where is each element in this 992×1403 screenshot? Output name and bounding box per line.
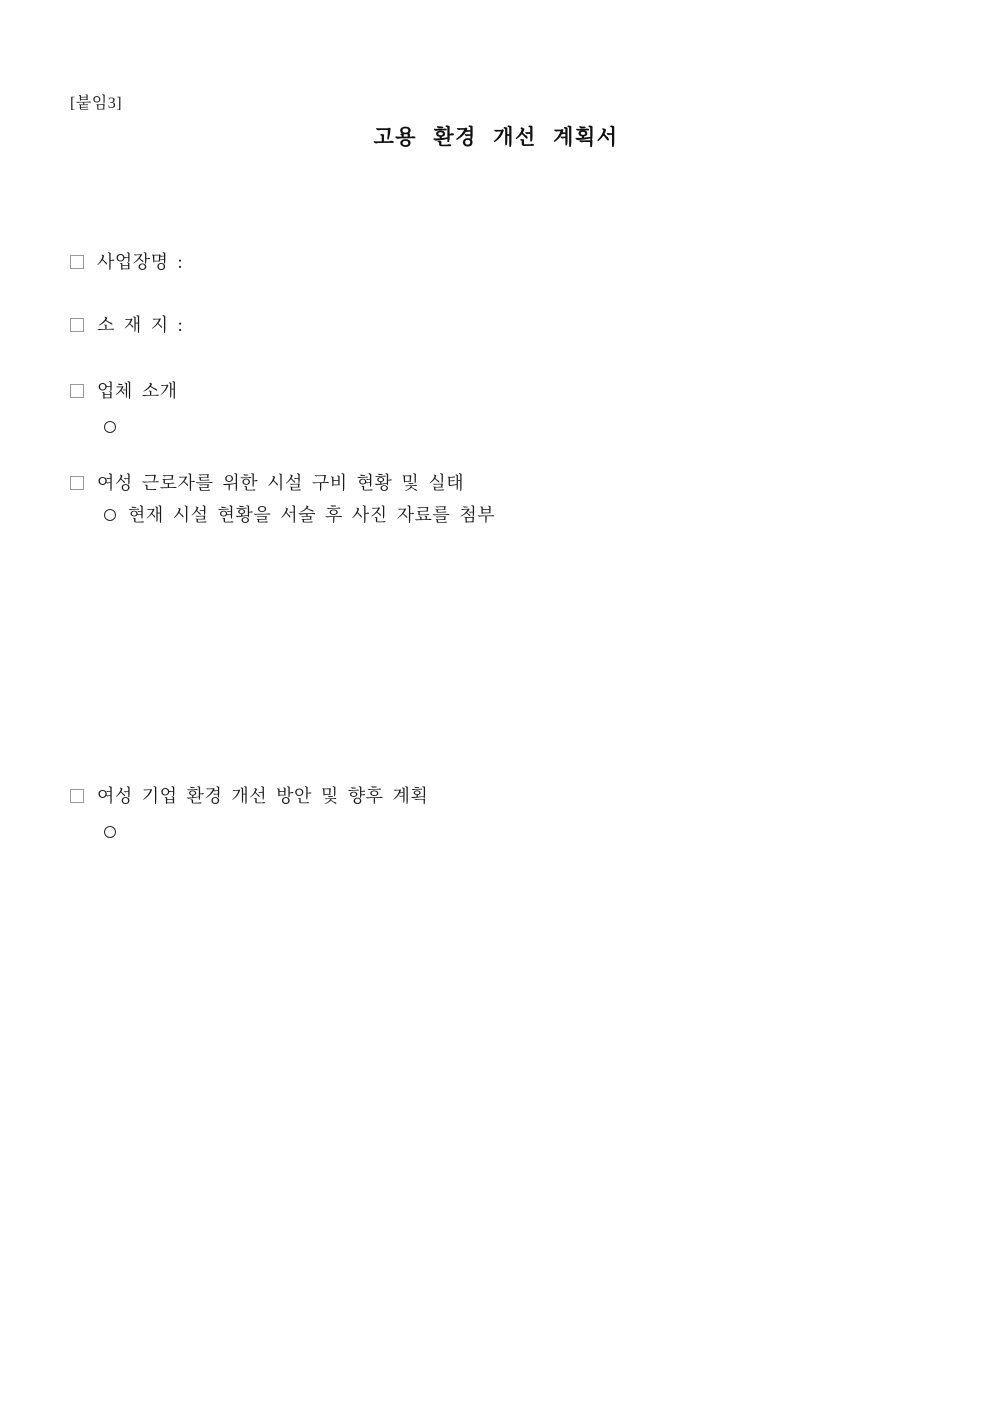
list-item-location xyxy=(70,313,183,337)
attachment-label: [붙임3] xyxy=(70,95,123,112)
checkbox-icon xyxy=(70,384,84,398)
item-label: 사업장명 : xyxy=(97,252,184,272)
checkbox-icon xyxy=(70,318,84,332)
sub-item-label: 현재 시설 현황을 서술 후 사진 자료를 첨부 xyxy=(128,505,496,525)
sub-item xyxy=(104,820,128,838)
list-item-facility-status xyxy=(70,471,464,495)
sub-item xyxy=(104,415,128,433)
circle-bullet-icon xyxy=(104,509,116,521)
checkbox-icon xyxy=(70,255,84,269)
item-label: 업체 소개 xyxy=(97,381,178,401)
circle-bullet-icon xyxy=(104,826,116,838)
page-title: 고용 환경 개선 계획서 xyxy=(373,126,619,149)
item-label: 소 재 지 : xyxy=(97,315,184,335)
list-item-company-intro xyxy=(70,379,178,403)
list-item-improvement-plan xyxy=(70,784,428,808)
item-label: 여성 기업 환경 개선 방안 및 향후 계획 xyxy=(97,786,429,806)
sub-item xyxy=(104,503,495,527)
circle-bullet-icon xyxy=(104,421,116,433)
list-item-business-name xyxy=(70,250,183,274)
item-label: 여성 근로자를 위한 시설 구비 현황 및 실태 xyxy=(97,473,465,493)
checkbox-icon xyxy=(70,789,84,803)
checkbox-icon xyxy=(70,476,84,490)
